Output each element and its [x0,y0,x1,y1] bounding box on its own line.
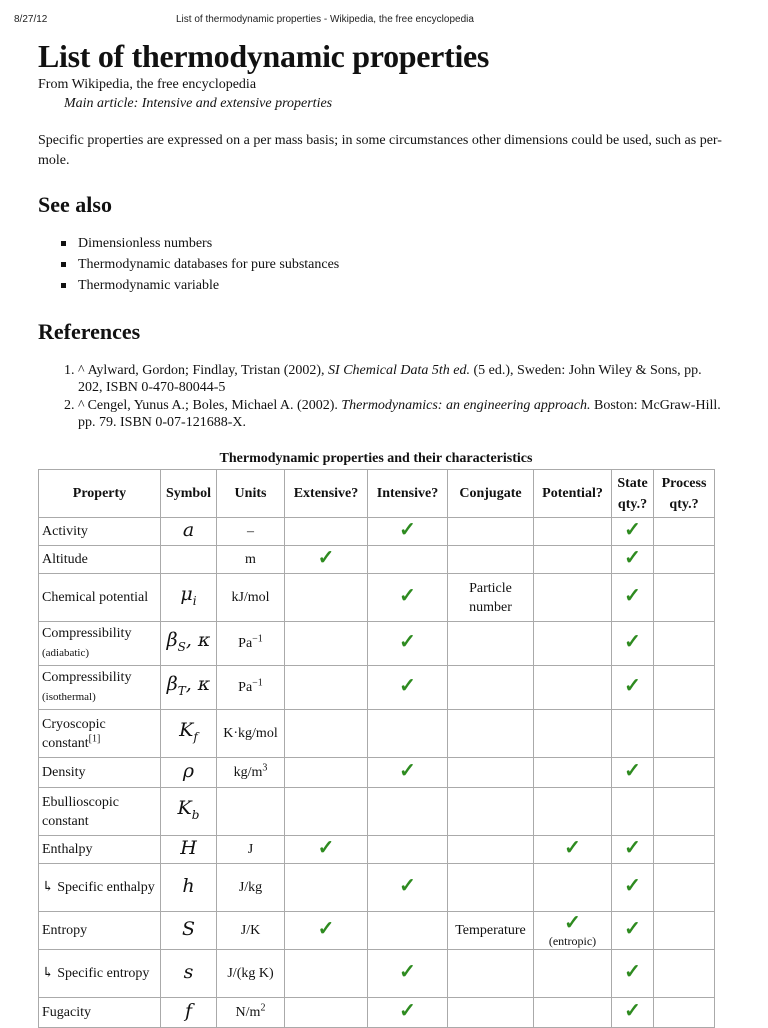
table-row [39,788,715,836]
reference-marker[interactable]: [1] [88,732,101,744]
cell-units [217,518,285,546]
reference-publisher: Boston: McGraw-Hill. pp. 79. ISBN 0-07-121688-X. [78,398,721,430]
units-exponent: 2 [260,1002,266,1014]
cell-extensive [285,518,368,546]
cell-process-qty [654,864,715,912]
symbol [183,760,194,782]
cell-property [39,998,161,1028]
cell-units [217,546,285,574]
col-header-property: Property [39,470,161,518]
cell-potential [534,546,612,574]
symbol-main: a [182,519,195,541]
table-row [39,998,715,1028]
check-icon: ✓ [399,631,416,653]
property-qualifier: (isothermal) [42,691,96,703]
cell-extensive [285,622,368,666]
check-icon: ✓ [624,675,641,697]
check-icon: ✓ [399,675,416,697]
col-header-process-qty: Process qty.? [654,470,715,518]
cell-potential [534,666,612,710]
main-article-link[interactable]: Intensive and extensive properties [141,96,333,111]
intro-paragraph: Specific properties are expressed on a per mass basis; in some circumstances other dimensions could be used, such as per-mole. [38,133,722,168]
cell-state-qty [612,666,654,710]
check-icon: ✓ [399,875,416,897]
cell-units [217,788,285,836]
conjugate-link[interactable]: Temperature [455,923,526,938]
page-title: List of thermodynamic properties [38,38,490,74]
cell-potential [534,710,612,758]
cell-process-qty [654,666,715,710]
cell-process-qty [654,574,715,622]
property-name[interactable]: Entropy [42,923,88,938]
cell-process-qty [654,710,715,758]
cell-intensive [368,622,448,666]
cell-conjugate [448,622,534,666]
col-header-units: Units [217,470,285,518]
symbol [177,796,200,822]
cell-property [39,546,161,574]
cell-intensive [368,518,448,546]
cell-intensive [368,574,448,622]
units-value: kg/m [233,765,263,780]
cell-property [39,836,161,864]
table-header-row [39,470,715,518]
cell-state-qty [612,912,654,950]
col-header-symbol: Symbol [161,470,217,518]
property-name[interactable]: ↳ Specific entropy [42,966,150,981]
cell-conjugate [448,710,534,758]
symbol-alt: , κ [185,672,211,695]
cell-state-qty [612,574,654,622]
check-icon: ✓ [624,519,641,541]
cell-symbol [161,574,217,622]
cell-process-qty [654,912,715,950]
check-icon: ✓ [624,1000,641,1022]
article-content [38,36,728,1028]
symbol [166,628,211,654]
cell-state-qty [612,864,654,912]
cell-property [39,518,161,546]
units-value: kJ/mol [231,590,270,605]
cell-conjugate [448,864,534,912]
col-header-state-qty: State qty.? [612,470,654,518]
cell-intensive [368,710,448,758]
cell-process-qty [654,998,715,1028]
symbol [182,875,194,897]
cell-process-qty [654,788,715,836]
cell-symbol [161,912,217,950]
reference-authors: Cengel, Yunus A.; Boles, Michael A. (2002). [87,398,342,413]
table-row [39,912,715,950]
symbol-main: μ [180,582,193,605]
units-value: K·kg/mol [223,726,278,741]
cell-units [217,574,285,622]
cell-state-qty [612,518,654,546]
check-icon: ✓ [399,760,416,782]
cell-intensive [368,950,448,998]
units-value: N/m [235,1005,261,1020]
cell-property [39,950,161,998]
cell-conjugate [448,998,534,1028]
cell-extensive [285,950,368,998]
cell-units [217,758,285,788]
table-row [39,758,715,788]
cell-symbol [161,998,217,1028]
reference-publisher: (5 ed.), Sweden: John Wiley & Sons, pp. 202, ISBN 0-470-80044-5 [78,363,702,395]
symbol [180,582,197,608]
symbol-subscript: b [191,807,200,822]
cell-state-qty [612,836,654,864]
reference-work-title: SI Chemical Data 5th ed. [328,363,470,378]
cell-state-qty [612,622,654,666]
cell-state-qty [612,950,654,998]
property-name[interactable]: Compressibility [42,626,132,641]
cell-extensive [285,710,368,758]
table-caption: Thermodynamic properties and their characteristics [219,451,533,466]
cell-extensive [285,912,368,950]
cell-potential [534,518,612,546]
check-icon: ✓ [564,912,581,934]
main-article-prefix: Main article: [64,96,142,111]
cell-intensive [368,788,448,836]
cell-property [39,710,161,758]
cell-intensive [368,912,448,950]
cell-extensive [285,836,368,864]
check-icon: ✓ [317,918,335,940]
cell-symbol [161,788,217,836]
cell-conjugate [448,788,534,836]
conjugate-link[interactable]: Particle number [469,580,512,615]
units-value: – [247,524,254,539]
cell-symbol [161,864,217,912]
see-also-item[interactable]: Dimensionless numbers [78,233,728,254]
check-icon: ✓ [317,547,335,569]
cell-extensive [285,546,368,574]
col-header-extensive: Extensive? [285,470,368,518]
symbol [183,519,194,541]
cell-units [217,666,285,710]
cell-symbol [161,950,217,998]
property-name[interactable]: Compressibility [42,670,132,685]
properties-table [38,469,715,1028]
symbol-main: f [184,1000,193,1022]
check-icon: ✓ [317,837,335,859]
cell-potential [534,864,612,912]
cell-extensive [285,574,368,622]
reference-backlink[interactable]: ^ [78,398,85,413]
cell-process-qty [654,622,715,666]
cell-conjugate [448,666,534,710]
cell-property [39,574,161,622]
reference-item [78,362,728,396]
cell-symbol [161,666,217,710]
see-also-item[interactable]: Thermodynamic variable [78,275,728,296]
symbol-main: K [179,718,194,741]
property-name[interactable]: Chemical potential [42,590,149,605]
table-row [39,574,715,622]
cell-potential [534,622,612,666]
print-date: 8/27/12 [14,14,48,25]
cell-potential [534,758,612,788]
check-icon: ✓ [624,837,641,859]
table-row [39,864,715,912]
cell-state-qty [612,546,654,574]
symbol [180,837,197,859]
cell-property [39,758,161,788]
cell-conjugate [448,912,534,950]
potential-note: (entropic) [548,934,597,948]
col-header-potential: Potential? [534,470,612,518]
reference-work-title: Thermodynamics: an engineering approach. [341,398,591,413]
references-list [38,362,728,431]
symbol-main: S [181,918,196,940]
check-icon: ✓ [624,631,641,653]
symbol-subscript: S [177,639,186,654]
symbol-main: β [166,628,178,651]
cell-state-qty [612,758,654,788]
table-row [39,622,715,666]
symbol-main: s [183,961,194,983]
symbol-main: H [180,837,197,859]
units-exponent: 3 [262,762,268,774]
symbol-subscript: T [177,683,186,698]
cell-process-qty [654,546,715,574]
symbol [182,918,195,940]
property-name[interactable]: Activity [42,524,88,539]
cell-property [39,788,161,836]
check-icon: ✓ [624,760,641,782]
table-row [39,836,715,864]
cell-property [39,864,161,912]
cell-potential [534,998,612,1028]
cell-process-qty [654,518,715,546]
table-row [39,518,715,546]
cell-symbol [161,518,217,546]
cell-potential [534,788,612,836]
check-icon: ✓ [399,519,416,541]
cell-property [39,666,161,710]
property-name[interactable]: ↳ Specific enthalpy [42,880,155,895]
units-exponent: −1 [252,677,263,689]
units-value: J/K [240,923,261,938]
symbol [184,961,194,983]
cell-conjugate [448,546,534,574]
table-row [39,666,715,710]
col-header-intensive: Intensive? [368,470,448,518]
symbol-main: h [182,875,195,897]
check-icon: ✓ [399,585,416,607]
symbol-subscript: f [193,729,198,744]
check-icon: ✓ [624,875,641,897]
check-icon: ✓ [399,961,416,983]
cell-conjugate [448,836,534,864]
cell-state-qty [612,788,654,836]
cell-units [217,998,285,1028]
symbol [179,718,198,744]
cell-extensive [285,788,368,836]
property-name[interactable]: Ebullioscopic constant [42,794,119,829]
property-name[interactable]: Altitude [42,552,88,567]
check-icon: ✓ [624,585,641,607]
cell-extensive [285,864,368,912]
cell-symbol [161,622,217,666]
cell-units [217,710,285,758]
cell-conjugate [448,758,534,788]
cell-process-qty [654,758,715,788]
cell-intensive [368,864,448,912]
see-also-list [38,233,728,296]
col-header-conjugate: Conjugate [448,470,534,518]
cell-symbol [161,546,217,574]
table-row [39,950,715,998]
units-value: m [245,552,256,567]
cell-potential [534,912,612,950]
see-also-item[interactable]: Thermodynamic databases for pure substances [78,254,728,275]
print-header [0,14,768,30]
reference-backlink[interactable]: ^ [78,363,85,378]
cell-intensive [368,758,448,788]
units-exponent: −1 [252,633,263,645]
units-value: J [247,842,254,857]
cell-extensive [285,998,368,1028]
check-icon: ✓ [399,1000,416,1022]
cell-conjugate [448,950,534,998]
cell-extensive [285,758,368,788]
units-value: Pa [238,680,253,695]
symbol [166,672,211,698]
cell-units [217,622,285,666]
property-name[interactable]: Cryoscopic constant [42,716,106,751]
table-row [39,710,715,758]
table-row [39,546,715,574]
article-source: From Wikipedia, the free encyclopedia [38,77,257,92]
cell-units [217,950,285,998]
check-icon: ✓ [624,918,641,940]
references-heading: References [38,319,141,344]
cell-symbol [161,758,217,788]
cell-units [217,912,285,950]
reference-item [78,397,728,431]
cell-intensive [368,836,448,864]
cell-state-qty [612,998,654,1028]
property-name[interactable]: Enthalpy [42,842,93,857]
cell-potential [534,950,612,998]
cell-state-qty [612,710,654,758]
cell-conjugate [448,518,534,546]
cell-extensive [285,666,368,710]
cell-intensive [368,998,448,1028]
units-value: J/(kg K) [227,966,274,981]
property-name[interactable]: Density [42,765,86,780]
symbol-subscript: i [192,593,197,608]
property-qualifier: (adiabatic) [42,647,90,659]
units-value: J/kg [238,880,263,895]
see-also-heading: See also [38,192,112,217]
symbol-main: β [166,672,178,695]
cell-symbol [161,836,217,864]
check-icon: ✓ [564,837,581,859]
property-name[interactable]: Fugacity [42,1005,91,1020]
check-icon: ✓ [624,547,641,569]
cell-units [217,864,285,912]
cell-property [39,912,161,950]
symbol-alt: , κ [185,628,211,651]
cell-property [39,622,161,666]
cell-process-qty [654,836,715,864]
check-icon: ✓ [624,961,641,983]
cell-potential [534,574,612,622]
symbol-main: ρ [182,760,195,782]
print-page-title: List of thermodynamic properties - Wikipedia, the free encyclopedia [176,14,474,25]
cell-intensive [368,546,448,574]
cell-conjugate [448,574,534,622]
symbol [185,1000,192,1022]
cell-units [217,836,285,864]
symbol-main: K [177,796,192,819]
cell-process-qty [654,950,715,998]
cell-potential [534,836,612,864]
cell-intensive [368,666,448,710]
reference-authors: Aylward, Gordon; Findlay, Tristan (2002), [87,363,329,378]
units-value: Pa [238,636,253,651]
main-article-note [64,94,728,114]
cell-symbol [161,710,217,758]
